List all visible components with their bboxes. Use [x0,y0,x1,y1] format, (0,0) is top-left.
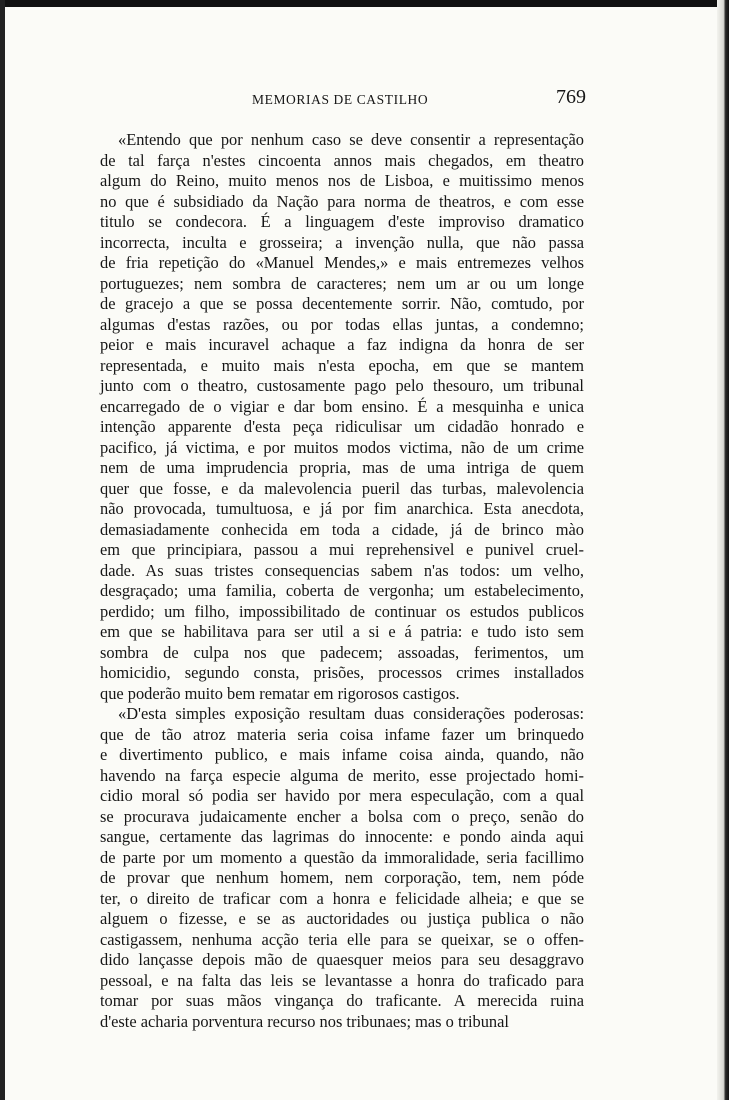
text-line: d'este acharia porventura recurso nos tribunaes; mas o tribunal [100,1011,509,1031]
text-line: sangue, certamente das lagrimas do innocente: e pondo ainda aqui [100,827,584,846]
text-line: portuguezes; nem sombra de caracteres; nem um ar ou um longe [100,273,584,293]
text-line: dido lançasse depois mão de quaesquer meios para seu desaggravo [100,950,584,969]
paragraph [100,704,584,1032]
text-line: demasiadamente conhecida em toda a cidade, já de brinco mào [100,519,584,539]
text-line: tomar por suas mãos vingança do traficante. A merecida ruina [100,991,584,1010]
text-line: não provocada, tumultuosa, e já por fim anarchica. Esta anecdota, [100,499,584,518]
scan-edge-right [717,0,729,1100]
text-line: desgraçado; uma familia, coberta de vergonha; um estabelecimento, [100,581,584,600]
text-line: perdido; um filho, impossibilitado de continuar os estudos publicos [100,601,584,621]
text-line: pacifico, já victima, e por muitos modos victima, não de um crime [100,437,584,457]
text-line: nem de uma imprudencia propria, mas de uma intriga de quem [100,458,584,477]
text-line: «Entendo que por nenhum caso se deve consentir a representação [118,130,584,149]
scan-edge-top [0,0,729,7]
text-line: que poderão muito bem rematar em rigorosos castigos. [100,683,460,703]
text-line: havendo na farça especie alguma de merito, esse projectado homi- [100,765,584,785]
text-line: representada, e muito mais n'esta epocha, em que se mantem [100,355,584,375]
body-text [100,130,584,1032]
text-line: ter, o direito de traficar com a honra e felicidade alheia; e que se [100,888,584,908]
text-line: em que principiara, passou a mui reprehensivel e punivel cruel- [100,540,584,559]
text-line: intenção apparente d'esta peça ridiculisar um cidadão honrado e [100,417,584,436]
page-number: 769 [556,86,586,108]
scan-edge-left [0,0,5,1100]
text-line: no que é subsidiado da Nação para norma de theatros, e com esse [100,191,584,211]
text-line: de fria repetição do «Manuel Mendes,» e mais entremezes velhos [100,253,584,272]
text-line: homicidio, segundo consta, prisões, processos crimes installados [100,663,584,682]
text-line: dade. As suas tristes consequencias sabem n'as todos: um velho, [100,560,584,580]
page-header [100,88,592,112]
paragraph [100,130,584,704]
text-line: que de tão atroz materia seria coisa infame fazer um brinquedo [100,724,584,744]
text-line: junto com o theatro, custosamente pago pelo thesouro, um tribunal [100,376,584,395]
running-title: MEMORIAS DE CASTILHO [252,92,429,107]
text-line: pessoal, e na falta das leis se levantasse a honra do traficado para [100,970,584,990]
text-line: de gracejo a que se possa decentemente sorrir. Não, comtudo, por [100,294,584,313]
text-line: alguem o fizesse, e se as auctoridades ou justiça publica o não [100,909,584,928]
text-line: quer que fosse, e da malevolencia pueril das turbas, malevolencia [100,478,584,498]
text-line: e divertimento publico, e mais infame coisa ainda, quando, não [100,745,584,764]
text-line: algum do Reino, muito menos nos de Lisboa, e muitissimo menos [100,171,584,190]
text-line: algumas d'estas razões, ou por todas ellas juntas, a condemno; [100,314,584,334]
text-line: peior e mais incuravel achaque a faz indigna da honra de ser [100,335,584,354]
text-line: de tal farça n'estes cincoenta annos mais chegados, em theatro [100,150,584,170]
text-line: «D'esta simples exposição resultam duas considerações poderosas: [118,704,584,723]
text-line: em que se habilitava para ser util a si e á patria: e tudo isto sem [100,622,584,641]
text-line: castigassem, nenhuma acção teria elle para se queixar, se o offen- [100,929,584,949]
text-line: titulo se condecora. É a linguagem d'este improviso dramatico [100,212,584,231]
text-line: cidio moral só podia ser havido por mera especulação, com a qual [100,786,584,805]
text-line: de parte por um momento a questão da immoralidade, seria facillimo [100,847,584,867]
text-line: sombra de culpa nos que padecem; assoadas, ferimentos, um [100,642,584,662]
text-line: encarregado de o vigiar e dar bom ensino. É a mesquinha e unica [100,396,584,416]
text-line: de provar que nenhum homem, nem corporação, tem, nem póde [100,868,584,887]
text-line: se procurava judaicamente encher a bolsa com o preço, senão do [100,806,584,826]
text-line: incorrecta, inculta e grosseira; a invenção nulla, que não passa [100,232,584,252]
